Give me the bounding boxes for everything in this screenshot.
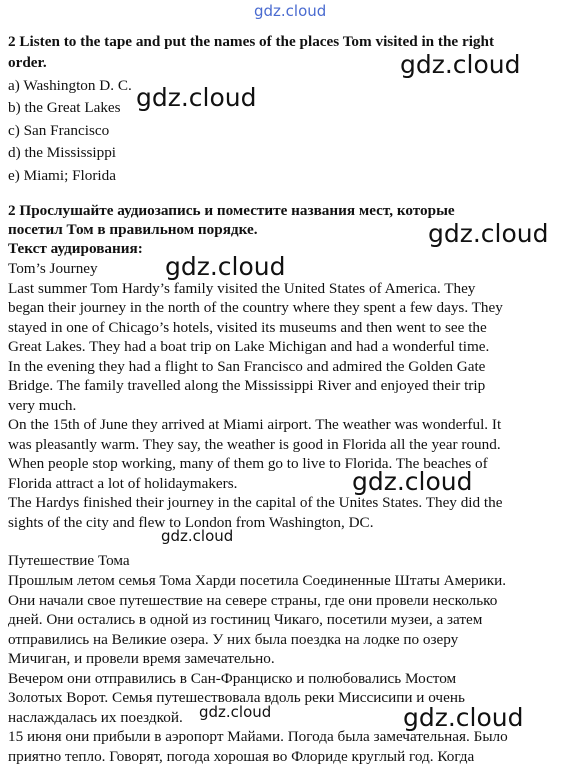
watermark: gdz.cloud [400, 50, 521, 79]
watermark: gdz.cloud [136, 83, 257, 112]
watermark: gdz.cloud [428, 219, 549, 248]
text-en-line: Last summer Tom Hardy’s family visited the United States of America. They [8, 280, 476, 297]
watermark: gdz.cloud [352, 467, 473, 496]
text-en-line: Florida attract a lot of holidaymakers. [8, 475, 238, 492]
option-e: e) Miami; Florida [8, 167, 116, 184]
watermark-small: gdz.cloud [161, 527, 234, 545]
watermark: gdz.cloud [403, 703, 524, 732]
text-ru-title: Путешествие Тома [8, 552, 130, 569]
text-ru-line: приятно тепло. Говорят, погода хорошая во Флориде круглый год. Когда [8, 748, 475, 765]
text-ru-line: Вечером они отправились в Сан-Франциско и полюбовались Мостом [8, 670, 457, 687]
task-ru-heading-line1: 2 Прослушайте аудиозапись и поместите названия мест, которые [8, 202, 455, 219]
task-en-heading-line2: order. [8, 54, 47, 71]
option-c: c) San Francisco [8, 122, 110, 139]
task-ru-heading-line2: посетил Том в правильном порядке. [8, 221, 258, 238]
option-a: a) Washington D. C. [8, 77, 132, 94]
text-en-line: On the 15th of June they arrived at Miami airport. The weather was wonderful. It [8, 416, 502, 433]
task-en-heading-line1: 2 Listen to the tape and put the names of the places Tom visited in the right [8, 33, 495, 50]
watermark-top: gdz.cloud [254, 2, 327, 20]
text-en-line: very much. [8, 397, 77, 414]
text-ru-line: наслаждалась их поездкой. [8, 709, 183, 726]
option-b: b) the Great Lakes [8, 99, 121, 116]
text-ru-line: Мичиган, и провели время замечательно. [8, 650, 275, 667]
text-en-line: In the evening they had a flight to San Francisco and admired the Golden Gate [8, 358, 486, 375]
text-ru-line: дней. Они остались в одной из гостиниц Чикаго, посетили музеи, а затем [8, 611, 483, 628]
text-en-line: stayed in one of Chicago’s hotels, visited its museums and then went to see the [8, 319, 487, 336]
text-en-line: was pleasantly warm. They say, the weather is good in Florida all the year round. [8, 436, 501, 453]
text-ru-line: Золотых Ворот. Семья путешествовала вдоль реки Миссисипи и очень [8, 689, 465, 706]
task-ru-heading-line3: Текст аудирования: [8, 240, 143, 257]
text-en-line: The Hardys finished their journey in the capital of the Unites States. They did the [8, 494, 503, 511]
text-en-title: Tom’s Journey [8, 260, 98, 277]
text-ru-line: 15 июня они прибыли в аэропорт Майами. Погода была замечательная. Было [8, 728, 508, 745]
text-ru-line: Прошлым летом семья Тома Харди посетила Соединенные Штаты Америки. [8, 572, 507, 589]
text-en-line: began their journey in the north of the country where they spent a few days. They [8, 299, 503, 316]
watermark: gdz.cloud [165, 252, 286, 281]
text-ru-line: Они начали свое путешествие на севере страны, где они провели несколько [8, 592, 498, 609]
watermark-small: gdz.cloud [199, 703, 272, 721]
text-en-line: When people stop working, many of them go to live to Florida. The beaches of [8, 455, 488, 472]
text-en-line: Bridge. The family travelled along the Mississippi River and enjoyed their trip [8, 377, 486, 394]
text-en-line: sights of the city and flew to London from Washington, DC. [8, 514, 374, 531]
text-en-line: Great Lakes. They had a boat trip on Lake Michigan and had a wonderful time. [8, 338, 490, 355]
option-d: d) the Mississippi [8, 144, 117, 161]
text-ru-line: отправились на Великие озера. У них была поездка на лодке по озеру [8, 631, 459, 648]
